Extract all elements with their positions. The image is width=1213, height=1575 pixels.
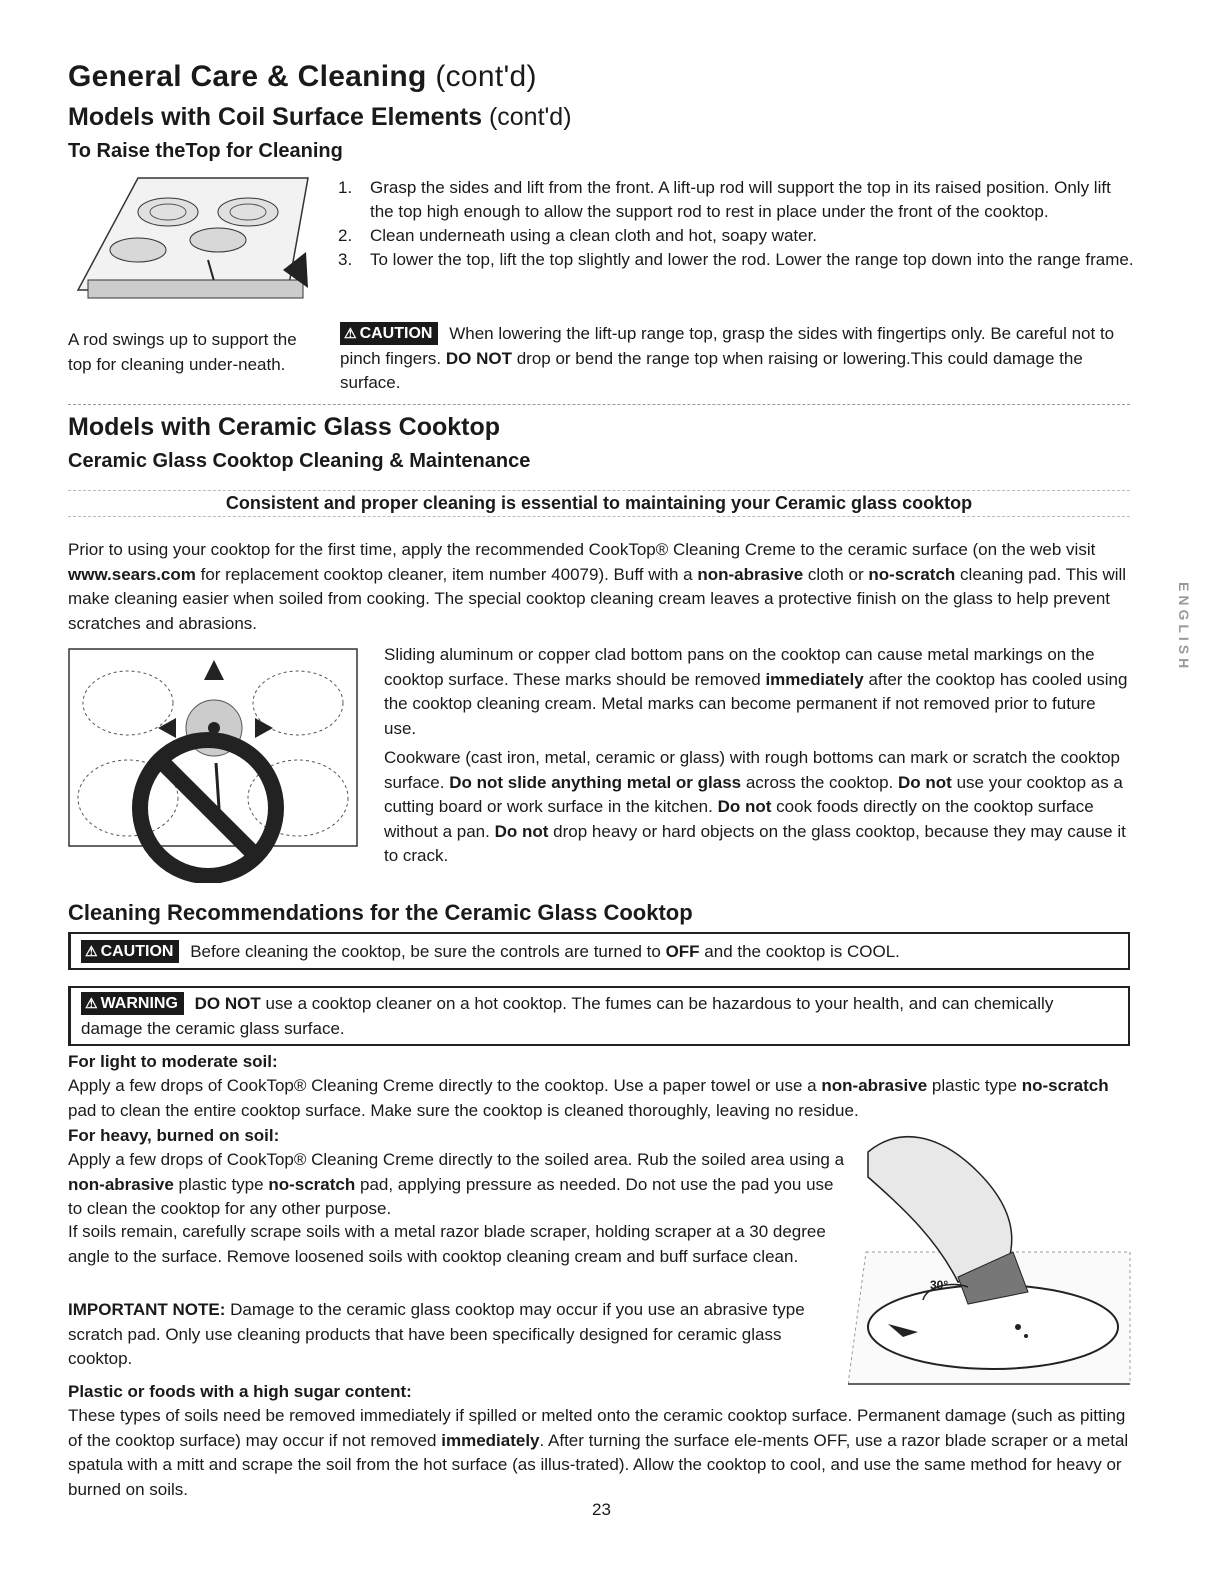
warning-badge: ⚠ WARNING [81, 992, 184, 1015]
recommendations-heading: Cleaning Recommendations for the Ceramic Glass Cooktop [68, 900, 693, 925]
sliding-pans-paragraph: Sliding aluminum or copper clad bottom pans on the cooktop can cause metal markings on the cooktop surface. These marks should be removed immediately after the cooktop has cooled using the cooktop cleaning cream. Metal marks can become permanent if not removed prior to future use. [384, 645, 1128, 738]
cleaning-banner: Consistent and proper cleaning is essential to maintaining your Ceramic glass cooktop [68, 490, 1130, 517]
intro-paragraph: Prior to using your cooktop for the first time, apply the recommended CookTop® Cleaning Creme to the ceramic surface (on the web visit www.sears.com for replacement cooktop cleaner, item number 40079). Buff with a non-abrasive cloth or no-scratch cleaning pad. This will make cleaning easier when soiled from cooking. The special cooktop cleaning cream leaves a protective finish on the glass to help prevent scratches and abrasions. [68, 540, 1127, 633]
section-divider [68, 404, 1130, 405]
warning-triangle-icon: ⚠ [344, 325, 357, 341]
raised-cooktop-illustration [68, 170, 318, 315]
heavy-soil-heading: For heavy, burned on soil: [68, 1126, 280, 1145]
scraper-paragraph: If soils remain, carefully scrape soils with a metal razor blade scraper, holding scraper at a 30 degree angle to the surface. Remove loosened soils with cooktop cleaning cream and buff surface clean. [68, 1222, 826, 1266]
section-title-coil: Models with Coil Surface Elements (cont'd) [68, 103, 572, 131]
scraper-mitt-illustration [848, 1122, 1133, 1392]
caution-box: ⚠ CAUTION Before cleaning the cooktop, be sure the controls are turned to OFF and the cooktop is COOL. [68, 932, 1130, 970]
light-soil-paragraph: Apply a few drops of CookTop® Cleaning Creme directly to the cooktop. Use a paper towel or use a non-abrasive plastic type no-scratch pad to clean the entire cooktop surface. Make sure the cooktop is cleaned thoroughly, leaving no residue. [68, 1076, 1109, 1120]
ceramic-subsection-title: Ceramic Glass Cooktop Cleaning & Maintenance [68, 450, 531, 472]
warning-triangle-icon: ⚠ [85, 943, 98, 959]
angle-label: 30° [930, 1278, 949, 1292]
step-item: 2. Clean underneath using a clean cloth and hot, soapy water. [338, 226, 818, 245]
page-title: General Care & Cleaning (cont'd) [68, 60, 537, 93]
important-note: IMPORTANT NOTE: Damage to the ceramic glass cooktop may occur if you use an abrasive type scratch pad. Only use cleaning products that have been specifically designed for ceramic glass cooktop. [68, 1300, 805, 1368]
sears-link[interactable]: www.sears.com [68, 564, 196, 584]
step-item: 3. To lower the top, lift the top slightly and lower the rod. Lower the range top down into the range frame. [338, 250, 1134, 269]
caution-badge: ⚠ CAUTION [340, 322, 438, 345]
raise-top-heading: To Raise theTop for Cleaning [68, 140, 343, 162]
light-soil-heading: For light to moderate soil: [68, 1052, 278, 1071]
ceramic-section-title: Models with Ceramic Glass Cooktop [68, 413, 501, 441]
cookware-paragraph: Cookware (cast iron, metal, ceramic or glass) with rough bottoms can mark or scratch the cooktop surface. Do not slide anything metal or glass across the cooktop. Do not use your cooktop as a cutting board or work surface in the kitchen. Do not cook foods directly on the cooktop surface without a pan. Do not drop heavy or hard objects on the glass cooktop, because they may cause it to crack. [384, 748, 1126, 865]
caution-lowering-note: ⚠ CAUTION When lowering the lift-up range top, grasp the sides with fingertips only. Be careful not to pinch fingers. DO NOT drop or bend the range top when raising or lowering.This could damage the surface. [340, 324, 1115, 392]
step-item: 1. Grasp the sides and lift from the front. A lift-up rod will support the top in its raised position. Only lift the top high enough to allow the support rod to rest in place under the front of the cooktop. [338, 178, 1111, 221]
caution-badge: ⚠ CAUTION [81, 940, 179, 963]
heavy-soil-paragraph: Apply a few drops of CookTop® Cleaning Creme directly to the soiled area. Rub the soiled area using a non-abrasive plastic type no-scratch pad, applying pressure as needed. Do not use the pad you use to clean the cooktop for any other purpose. [68, 1150, 845, 1218]
raise-steps-list [338, 176, 1138, 272]
warning-triangle-icon: ⚠ [85, 995, 98, 1011]
figure1-caption: A rod swings up to support the top for cleaning under-neath. [68, 330, 297, 374]
sugar-paragraph: These types of soils need be removed immediately if spilled or melted onto the ceramic cooktop surface. Permanent damage (such as pitting of the cooktop surface) may occur if not removed immediately. After turning the surface ele-ments OFF, use a razor blade scraper or a metal spatula with a mitt and scrape the soil from the hot surface (as illus-trated). Allow the cooktop to cool, and use the same method for heavy or burned on soils. [68, 1406, 1129, 1499]
page-number: 23 [592, 1500, 611, 1519]
sugar-heading: Plastic or foods with a high sugar content: [68, 1382, 412, 1401]
language-side-tab: ENGLISH [1176, 582, 1192, 673]
warning-box: ⚠ WARNING DO NOT use a cooktop cleaner on a hot cooktop. The fumes can be hazardous to your health, and can chemically damage the ceramic glass surface. [68, 986, 1130, 1046]
no-sliding-pans-illustration [68, 648, 360, 883]
